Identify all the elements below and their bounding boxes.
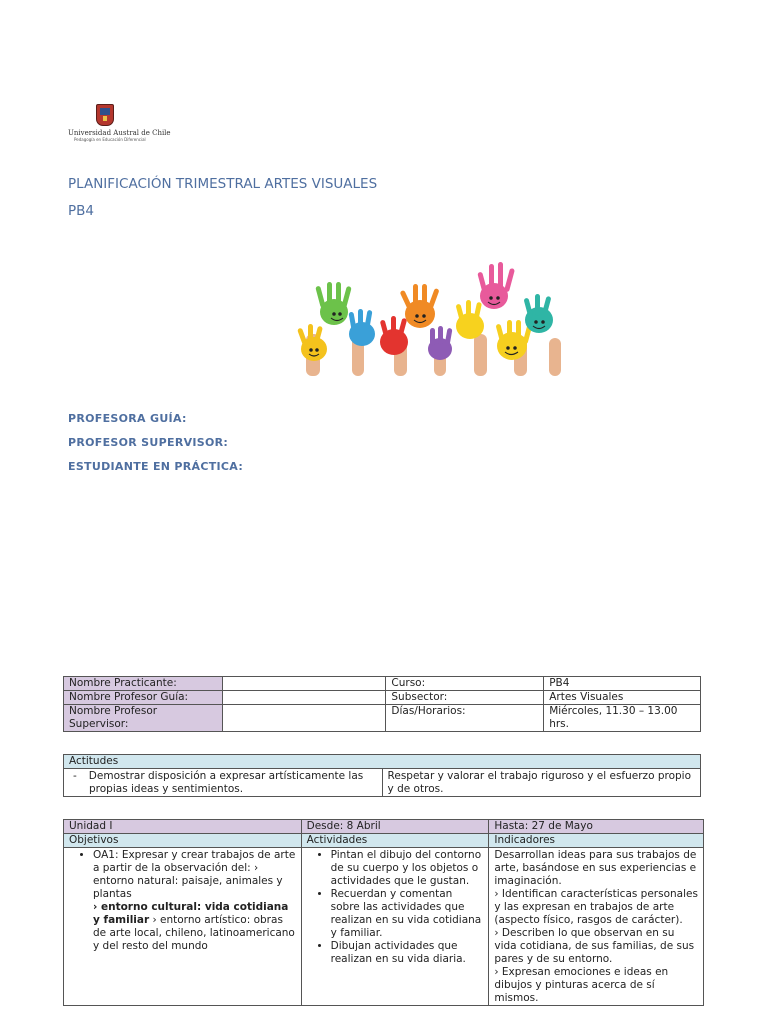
guia-value	[222, 691, 386, 705]
actitud-cell-1	[64, 769, 383, 797]
logo-name: Universidad Austral de Chile	[68, 129, 171, 137]
arm-7	[549, 338, 561, 376]
objetivo-text-1: OA1: Expresar y crear trabajos de arte a partir de la observación del: › entorno natural: paisaje, animales y plantas	[93, 849, 296, 900]
indicadores-cell	[489, 848, 704, 1006]
indicadores-header: Indicadores	[489, 834, 704, 848]
actividad-item: • Recuerdan y comentan sobre las actividades que realizan en su vida cotidiana y familiar.	[331, 888, 484, 940]
actitud-item-1: - Demostrar disposición a expresar artísticamente las propias ideas y sentimientos.	[89, 770, 377, 796]
university-logo	[68, 104, 171, 142]
actividad-item: • Dibujan actividades que realizan en su vida diaria.	[331, 940, 484, 966]
actitud-item-2: Respetar y valorar el trabajo riguroso y el esfuerzo propio y de otros.	[382, 769, 700, 797]
actividades-header: Actividades	[301, 834, 489, 848]
arm-5	[474, 334, 487, 376]
objetivo-text-2: › entorno artístico: obras de arte local, chileno, latinoamericano y del resto del mundo	[93, 914, 295, 952]
hand-yellow-2	[455, 300, 484, 339]
actitudes-header: Actitudes	[64, 755, 701, 769]
actividad-item: • Pintan el dibujo del contorno de su cuerpo y los objetos o actividades que le gustan.	[331, 849, 484, 888]
supervisor-value	[222, 705, 386, 732]
hand-blue	[348, 309, 375, 346]
objetivos-header: Objetivos	[64, 834, 302, 848]
hand-red	[380, 316, 408, 355]
guide-teacher-label: PROFESORA GUÍA:	[68, 412, 187, 425]
logo-subtitle: Pedagogía en Educación Diferencial	[74, 137, 146, 142]
supervisor-name-label: Nombre Profesor Supervisor:	[64, 705, 223, 732]
student-teacher-label: ESTUDIANTE EN PRÁCTICA:	[68, 460, 244, 473]
subsector-value: Artes Visuales	[544, 691, 701, 705]
hasta-cell: Hasta: 27 de Mayo	[489, 820, 704, 834]
indicador-item: Desarrollan ideas para sus trabajos de arte, basándose en sus experiencias e imaginación.	[494, 849, 697, 887]
hand-green	[315, 282, 352, 325]
subsector-label: Subsector:	[386, 691, 544, 705]
supervisor-label: PROFESOR SUPERVISOR:	[68, 436, 229, 449]
curso-label: Curso:	[386, 677, 544, 691]
desde-cell: Desde: 8 Abril	[301, 820, 489, 834]
indicador-item: › Expresan emociones e ideas en dibujos y pinturas acerca de sí mismos.	[494, 966, 669, 1004]
guia-label: Nombre Profesor Guía:	[64, 691, 223, 705]
horario-value: Miércoles, 11.30 – 13.00 hrs.	[544, 705, 701, 732]
curso-value: PB4	[544, 677, 701, 691]
practicante-value	[222, 677, 386, 691]
practicante-label: Nombre Practicante:	[64, 677, 223, 691]
info-table	[63, 676, 701, 732]
hand-pink	[477, 262, 515, 309]
objetivo-text-bold: › entorno cultural: vida cotidiana y familiar	[93, 901, 289, 926]
objetivos-cell	[64, 848, 302, 1006]
objetivo-item	[93, 849, 296, 953]
unidad-cell: Unidad I	[64, 820, 302, 834]
horario-label: Días/Horarios:	[386, 705, 544, 732]
document-subtitle: PB4	[68, 203, 94, 219]
indicador-item: › Describen lo que observan en su vida cotidiana, de sus familias, de sus pares y de su entorno.	[494, 927, 695, 965]
document-title: PLANIFICACIÓN TRIMESTRAL ARTES VISUALES	[68, 176, 378, 192]
actividades-cell	[301, 848, 489, 1006]
hand-purple	[428, 326, 453, 360]
university-crest-icon	[96, 104, 114, 126]
hand-teal	[523, 294, 553, 333]
planning-table	[63, 819, 704, 1006]
indicador-item: › Identifican características personales y las expresan en trabajos de arte (aspecto físico, rasgos de carácter).	[494, 888, 698, 926]
actitudes-table	[63, 754, 701, 797]
painted-hands-image	[294, 254, 566, 376]
